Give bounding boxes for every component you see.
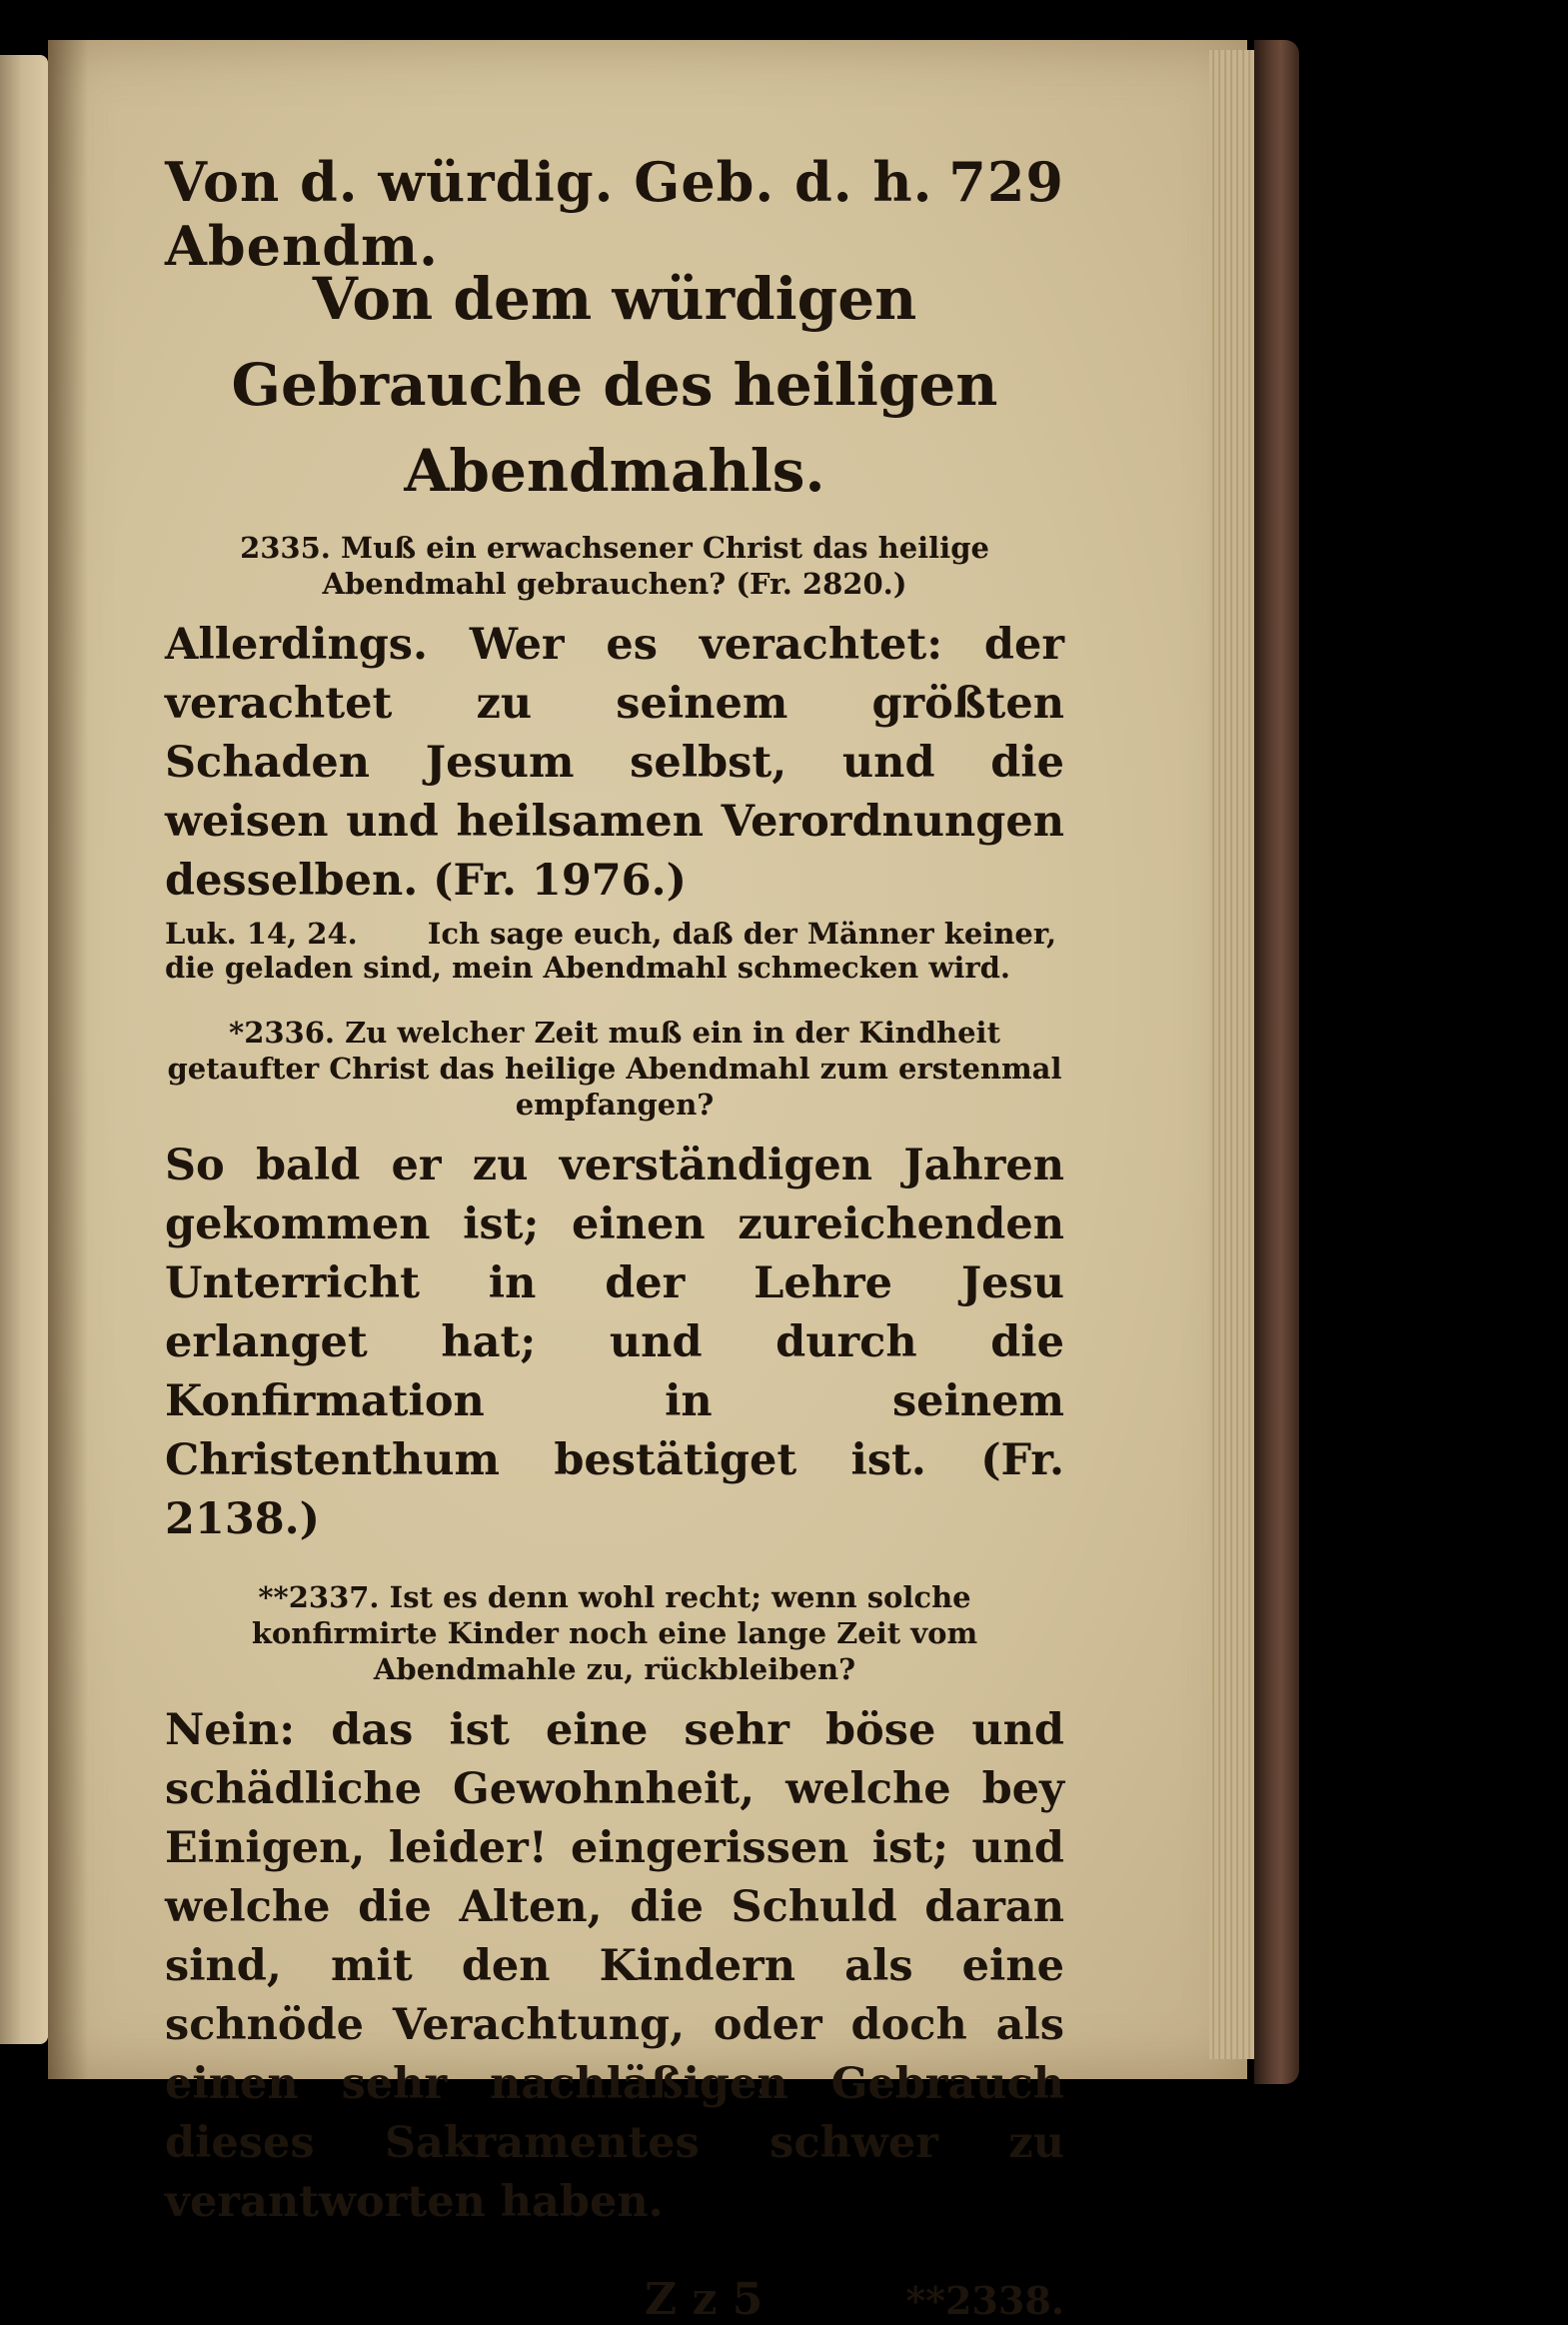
running-head — [165, 150, 1064, 278]
signature-mark: Z z 5 — [645, 2274, 764, 2325]
entry-2335 — [165, 530, 1064, 985]
citation-reference: Luk. 14, 24. — [165, 917, 358, 951]
page-number: 729 — [948, 150, 1064, 214]
question-2335: 2335. Muß ein erwachsener Christ das heilige Abendmahl gebrauchen? (Fr. 2820.) — [240, 531, 989, 601]
section-title: Von dem würdigen Gebrauche des heiligen Abendmahls. — [231, 265, 998, 505]
answer-2337: Nein: das ist eine sehr böse und schädliche Gewohnheit, welche bey Einigen, leider! eingerissen ist; und welche die Alten, die Schuld daran sind, mit den Kindern als eine schnöde Verachtung, oder doch als einen sehr nachläßigen Gebrauch dieses Sakramentes schwer zu verantworten haben. — [165, 1705, 1064, 2227]
page-footer — [165, 2274, 1064, 2325]
answer-2335: Allerdings. Wer es verachtet: der verachtet zu seinem größten Schaden Jesum selbst, und die weisen und heilsamen Verordnungen desselben. (Fr. 1976.) — [165, 620, 1064, 906]
catchword: **2338. — [905, 2278, 1064, 2323]
page-text — [165, 150, 1064, 2325]
answer-2336: So bald er zu verständigen Jahren gekommen ist; einen zureichenden Unterricht in der Lehre Jesu erlanget hat; und durch die Konfirmation in seinem Christenthum bestätiget ist. (Fr. 2138.) — [165, 1141, 1064, 1544]
scripture-citation — [165, 917, 1064, 985]
entry-2337 — [165, 1579, 1064, 2232]
entry-2336 — [165, 1015, 1064, 1549]
book-cover-edge — [1254, 40, 1299, 2084]
page-gutter-shadow — [48, 40, 88, 2079]
citation-text: Ich sage euch, daß der Männer keiner, die geladen sind, mein Abendmahl schmecken wird. — [165, 917, 1057, 985]
running-head-title: Von d. würdig. Geb. d. h. Abendm. — [165, 150, 933, 278]
facing-page-edge — [0, 55, 48, 2044]
question-2336: *2336. Zu welcher Zeit muß ein in der Kindheit getaufter Christ das heilige Abendmahl zum erstenmal empfangen? — [167, 1016, 1062, 1122]
question-2337: **2337. Ist es denn wohl recht; wenn solche konfirmirte Kinder noch eine lange Zeit vom Abendmahle zu, rückbleiben? — [251, 1580, 978, 1686]
